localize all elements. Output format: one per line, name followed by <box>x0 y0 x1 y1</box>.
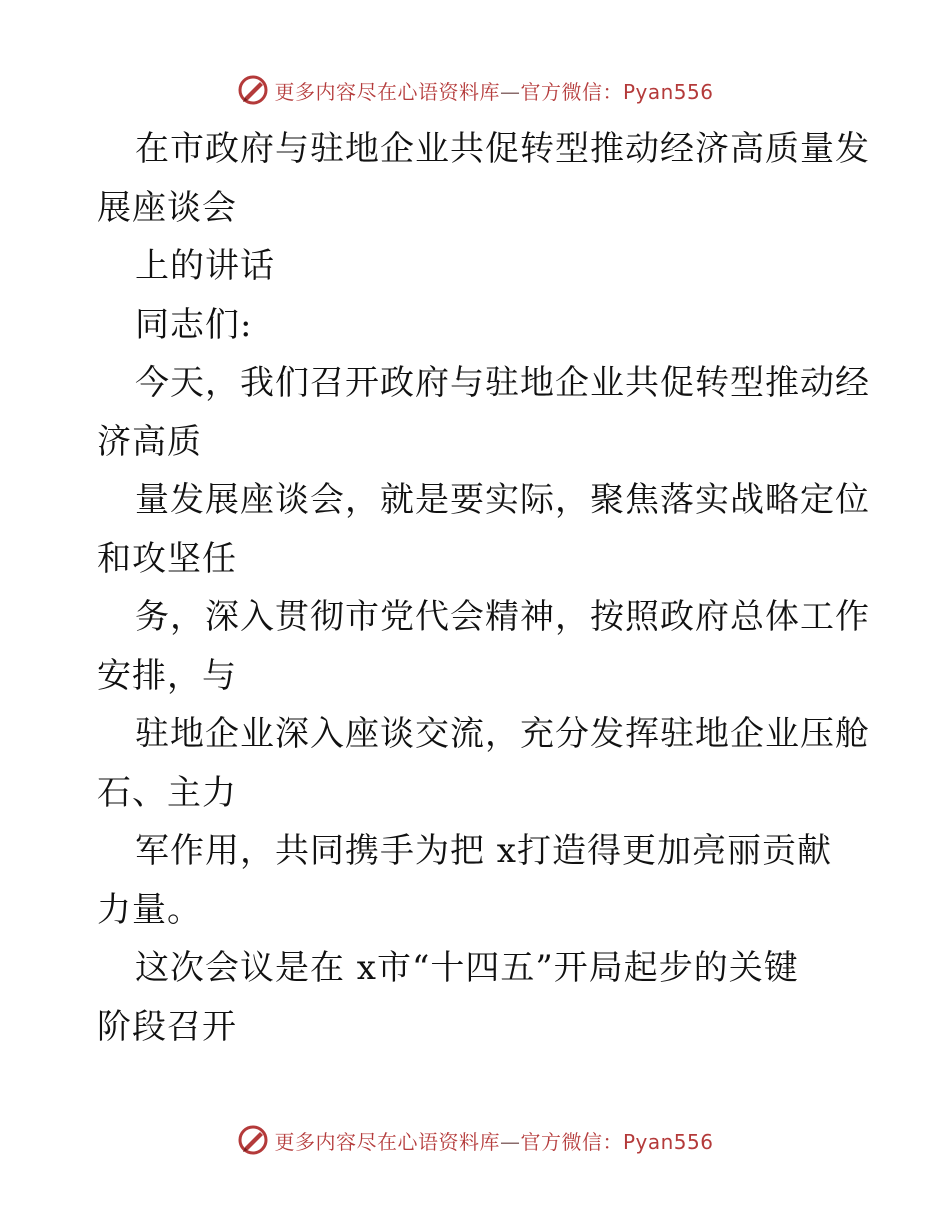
text-line: 在市政府与驻地企业共促转型推动经济高质量发 <box>135 129 870 169</box>
text-line: 驻地企业深入座谈交流，充分发挥驻地企业压舱 <box>135 714 870 754</box>
watermark-header <box>0 72 950 108</box>
text-line: 量发展座谈会，就是要实际，聚焦落实战略定位 <box>135 480 870 520</box>
text-line: 务，深入贯彻市党代会精神，按照政府总体工作 <box>135 597 870 637</box>
watermark-title: 更多内容尽在心语资料库 <box>274 79 500 104</box>
text-line: 这次会议是在 x市“十四五”开局起步的关键 <box>135 948 799 988</box>
pen-logo-icon <box>236 73 270 107</box>
text-line: 安排，与 <box>97 655 237 696</box>
text-line: 济高质 <box>97 421 202 462</box>
text-line: 阶段召开 <box>97 1006 237 1047</box>
text-line: 同志们: <box>135 304 253 345</box>
pen-logo-icon <box>236 1123 270 1157</box>
text-line: 展座谈会 <box>97 187 237 228</box>
watermark-wechat: 官方微信：Pyan556 <box>520 79 714 104</box>
text-line: 石、主力 <box>97 772 237 813</box>
watermark-footer <box>0 1122 950 1158</box>
watermark-title: 更多内容尽在心语资料库 <box>274 1129 500 1154</box>
speech-body <box>97 120 870 1056</box>
text-line: 军作用，共同携手为把 x打造得更加亮丽贡献 <box>135 831 832 871</box>
text-line: 力量。 <box>97 889 202 930</box>
text-line: 今天，我们召开政府与驻地企业共促转型推动经 <box>135 363 870 403</box>
watermark-separator: — <box>499 79 521 104</box>
watermark-wechat: 官方微信：Pyan556 <box>520 1129 714 1154</box>
text-line: 和攻坚任 <box>97 538 237 579</box>
text-line: 上的讲话 <box>135 246 275 286</box>
watermark-separator: — <box>499 1129 521 1154</box>
